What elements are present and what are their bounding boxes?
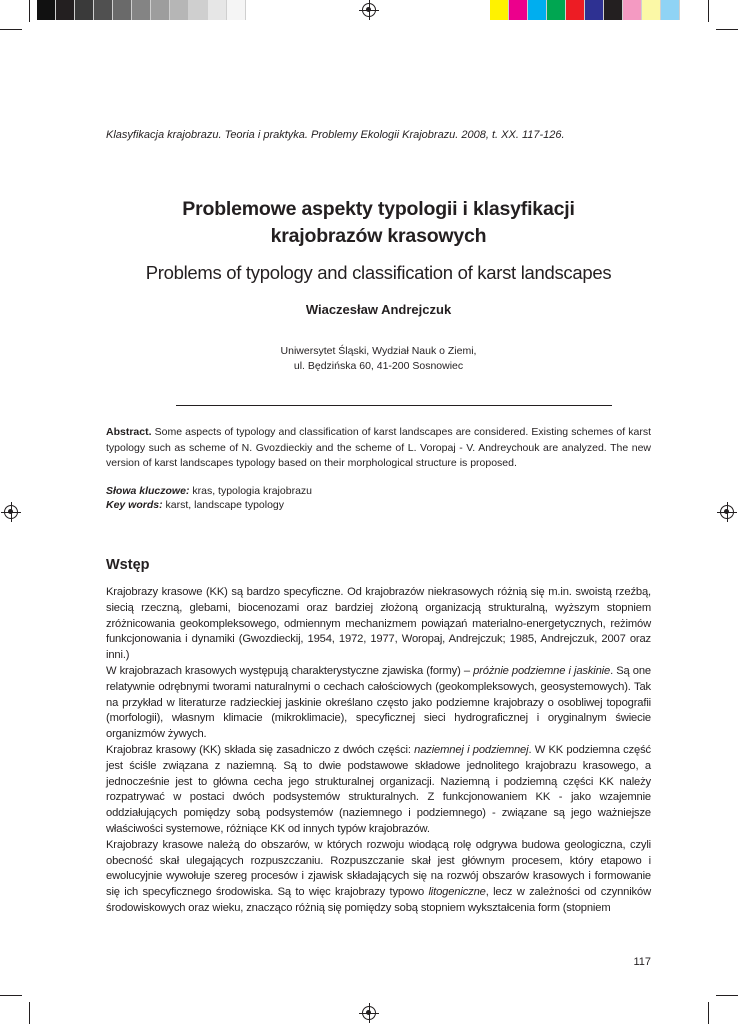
page-number: 117 bbox=[633, 956, 651, 968]
registration-mark-top bbox=[362, 3, 376, 17]
crop-mark bbox=[708, 1002, 709, 1024]
title-line-2: krajobrazów krasowych bbox=[270, 225, 487, 247]
abstract-label: Abstract. bbox=[106, 426, 152, 438]
color-swatch bbox=[604, 0, 623, 20]
crop-mark bbox=[29, 0, 30, 22]
paragraph: Krajobrazy krasowe należą do obszarów, w których rozwoju wiodącą rolę odgrywa budowa geologiczna, czyli obecność skał ulegających rozpuszczaniu. Rozpuszczanie skał jest głównym procesem, który etapowo i ewolucyjnie wywołuje szereg procesów i zjawisk składających się na rozwój obszarów krasowych i formowanie się ich specyficznego środowiska. Są to więc krajobrazy typowo litogeniczne, lecz w zależności od czynników środowiskowych oraz wieku, znacząco różnią się pomiędzy sobą stopniem wykształcenia form (stopniem bbox=[106, 838, 652, 914]
color-swatch bbox=[547, 0, 566, 20]
registration-mark-right bbox=[720, 505, 734, 519]
color-swatch bbox=[189, 0, 208, 20]
color-swatch bbox=[113, 0, 132, 20]
crop-mark bbox=[708, 0, 709, 22]
color-swatch bbox=[151, 0, 170, 20]
crop-mark bbox=[716, 995, 738, 996]
affiliation bbox=[106, 344, 651, 374]
keywords-en bbox=[106, 498, 651, 512]
color-swatch bbox=[623, 0, 642, 20]
paper-title bbox=[106, 196, 651, 250]
color-swatch bbox=[528, 0, 547, 20]
keywords-pl bbox=[106, 484, 651, 498]
color-swatch bbox=[585, 0, 604, 20]
color-swatch bbox=[170, 0, 189, 20]
crop-mark bbox=[716, 29, 738, 30]
color-swatch bbox=[208, 0, 227, 20]
color-swatch bbox=[132, 0, 151, 20]
crop-mark bbox=[29, 1002, 30, 1024]
paragraph: W krajobrazach krasowych występują charakterystyczne zjawiska (formy) – próżnie podziemne i jaskinie. Są one relatywnie odrębnymi tworami naturalnymi o cechach całościowych (geokompleksowych, geosystemowych). Tak na przykład w literaturze radzieckiej jaskinie określano często jako podziemne krajobrazy o osobliwej topografii (morfologii), własnym klimacie (mikroklimacie), specyficznej sieci hydrograficznej i oryginalnym świecie organizmów żywych. bbox=[106, 664, 652, 741]
affiliation-line-1: Uniwersytet Śląski, Wydział Nauk o Ziemi, bbox=[280, 345, 477, 357]
color-swatch bbox=[642, 0, 661, 20]
color-calibration-strip bbox=[490, 0, 680, 20]
color-swatch bbox=[490, 0, 509, 20]
abstract bbox=[106, 425, 651, 472]
keywords-en-text: karst, landscape typology bbox=[162, 499, 285, 511]
english-title: Problems of typology and classification of karst landscapes bbox=[145, 262, 612, 283]
keywords-en-label: Key words: bbox=[106, 499, 163, 511]
title-line-1: Problemowe aspekty typologii i klasyfikacji bbox=[182, 198, 575, 220]
author-name: Wiaczesław Andrejczuk bbox=[305, 302, 452, 317]
keywords-block bbox=[106, 484, 651, 512]
registration-mark-bottom bbox=[362, 1006, 376, 1020]
color-swatch bbox=[75, 0, 94, 20]
gray-calibration-strip bbox=[37, 0, 246, 20]
affiliation-line-2: ul. Będzińska 60, 41-200 Sosnowiec bbox=[293, 360, 464, 372]
section-heading: Wstęp bbox=[106, 557, 150, 573]
color-swatch bbox=[509, 0, 528, 20]
keywords-pl-text: kras, typologia krajobrazu bbox=[189, 485, 312, 497]
crop-mark bbox=[0, 995, 22, 996]
color-swatch bbox=[661, 0, 680, 20]
color-swatch bbox=[94, 0, 113, 20]
color-swatch bbox=[37, 0, 56, 20]
abstract-text: Some aspects of typology and classification of karst landscapes are considered. Existing schemes of karst typology such as scheme of N. Gvozdieckiy and the scheme of L. Voropaj - V. Andreychouk are analyzed. The new version of karst landscapes typology based on their morphological structure is proposed. bbox=[106, 426, 651, 469]
keywords-pl-label: Słowa kluczowe: bbox=[106, 485, 190, 497]
registration-mark-left bbox=[4, 505, 18, 519]
body-text bbox=[106, 585, 651, 917]
journal-citation: Klasyfikacja krajobrazu. Teoria i praktyka. Problemy Ekologii Krajobrazu. 2008, t. XX. 117-126. bbox=[106, 129, 565, 141]
crop-mark bbox=[0, 29, 22, 30]
color-swatch bbox=[56, 0, 75, 20]
paragraph: Krajobraz krasowy (KK) składa się zasadniczo z dwóch części: naziemnej i podziemnej. W KK podziemna część jest ściśle związana z naziemną. Są to dwie podstawowe składowe jednolitego krajobrazu krasowego, a jednocześnie jest to główna cecha jego strukturalnej organizacji. Naziemną i podziemną części KK należy rozpatrywać w postaci dwóch podsystemów strukturalnych. Z funkcjonowaniem KK - jako wzajemnie oddziałujących pomiędzy sobą podsystemów (naziemnego i podziemnego) - związane są jego ważniejsze właściwości systemowe, różniące KK od innych typów krajobrazów. bbox=[106, 743, 651, 835]
color-swatch bbox=[566, 0, 585, 20]
paragraph: Krajobrazy krasowe (KK) są bardzo specyficzne. Od krajobrazów niekrasowych różnią się m.in. swoistą rzeźbą, siecią rzeczną, glebami, biocenozami oraz bardziej złożoną organizacją strukturalną, wyższym stopniem zróżnicowania geokompleksowego, odmiennym mechanizmem powiązań materialno-energetycznych, reżimów funkcjonowania i dynamiki (Gwozdieckij, 1954, 1972, 1977, Woropaj, Andrejczuk; 1985, Andrejczuk, 2007 oraz inni.) bbox=[106, 586, 651, 662]
divider bbox=[176, 405, 612, 406]
color-swatch bbox=[227, 0, 246, 20]
